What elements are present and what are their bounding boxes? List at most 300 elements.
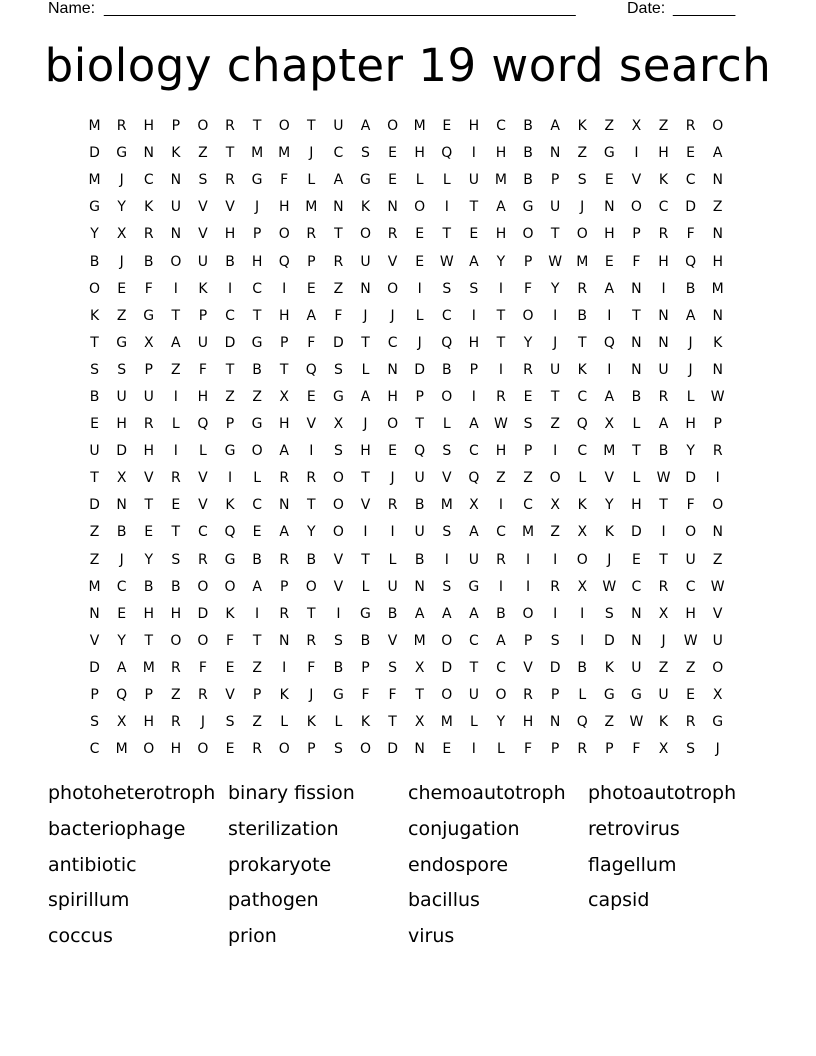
grid-letter[interactable]: H (631, 497, 642, 514)
grid-letter[interactable]: B (89, 388, 100, 405)
grid-letter[interactable]: S (604, 605, 614, 622)
grid-letter[interactable]: Z (225, 388, 235, 405)
grid-letter[interactable]: R (225, 118, 235, 135)
grid-letter[interactable]: K (225, 497, 235, 514)
grid-letter[interactable]: I (525, 578, 531, 595)
grid-letter[interactable]: D (603, 632, 615, 649)
grid-letter[interactable]: X (116, 714, 127, 731)
grid-letter[interactable]: J (688, 361, 693, 378)
grid-letter[interactable]: L (388, 551, 397, 568)
grid-letter[interactable]: I (227, 280, 233, 297)
grid-letter[interactable]: Q (414, 443, 426, 460)
grid-letter[interactable]: E (415, 226, 425, 243)
grid-letter[interactable]: C (577, 443, 588, 460)
grid-letter[interactable]: L (415, 172, 424, 189)
grid-letter[interactable]: D (441, 659, 453, 676)
grid-letter[interactable]: T (550, 226, 560, 243)
grid-letter[interactable]: E (306, 388, 316, 405)
grid-letter[interactable]: B (496, 605, 506, 622)
grid-letter[interactable]: F (686, 497, 695, 514)
grid-letter[interactable]: I (282, 280, 287, 297)
grid-letter[interactable]: X (658, 741, 669, 758)
grid-letter[interactable]: X (658, 605, 669, 622)
grid-letter[interactable]: G (143, 307, 155, 324)
grid-letter[interactable]: A (469, 416, 479, 433)
grid-letter[interactable]: X (469, 497, 479, 514)
grid-letter[interactable]: H (495, 145, 507, 162)
grid-letter[interactable]: A (252, 578, 262, 595)
grid-letter[interactable]: O (387, 280, 399, 297)
grid-letter[interactable]: A (550, 118, 560, 135)
grid-letter[interactable]: D (197, 605, 209, 622)
grid-letter[interactable]: V (198, 226, 208, 243)
grid-letter[interactable]: O (305, 578, 317, 595)
grid-letter[interactable]: G (603, 145, 615, 162)
grid-letter[interactable]: E (442, 118, 452, 135)
grid-letter[interactable]: S (333, 443, 343, 460)
grid-letter[interactable]: R (306, 226, 317, 243)
grid-letter[interactable]: J (255, 199, 260, 216)
grid-letter[interactable]: L (415, 307, 424, 324)
grid-letter[interactable]: B (685, 280, 696, 297)
grid-letter[interactable]: K (306, 714, 316, 731)
grid-letter[interactable]: H (170, 605, 182, 622)
grid-letter[interactable]: O (522, 605, 534, 622)
grid-letter[interactable]: P (144, 361, 153, 378)
grid-letter[interactable]: Y (686, 443, 695, 460)
grid-letter[interactable]: S (117, 361, 127, 378)
grid-letter[interactable]: I (363, 524, 368, 541)
grid-letter[interactable]: O (387, 118, 399, 135)
grid-letter[interactable]: J (200, 714, 205, 731)
grid-letter[interactable]: L (578, 470, 587, 487)
grid-letter[interactable]: A (360, 118, 371, 135)
grid-letter[interactable]: V (143, 470, 154, 487)
grid-letter[interactable]: K (713, 334, 723, 351)
grid-letter[interactable]: D (685, 199, 696, 216)
grid-letter[interactable]: R (143, 416, 154, 433)
grid-letter[interactable]: R (279, 605, 290, 622)
grid-letter[interactable]: S (686, 741, 696, 758)
grid-letter[interactable]: O (441, 388, 453, 405)
grid-letter[interactable]: I (498, 280, 504, 297)
grid-letter[interactable]: P (90, 687, 99, 704)
grid-letter[interactable]: O (630, 199, 642, 216)
grid-letter[interactable]: I (525, 551, 531, 568)
grid-letter[interactable]: W (710, 578, 725, 595)
grid-letter[interactable]: Y (523, 334, 533, 351)
grid-letter[interactable]: J (119, 253, 124, 270)
grid-letter[interactable]: L (253, 470, 262, 487)
grid-letter[interactable]: S (90, 714, 99, 731)
grid-letter[interactable]: L (497, 741, 505, 758)
grid-letter[interactable]: N (658, 334, 669, 351)
grid-letter[interactable]: D (89, 145, 100, 162)
grid-letter[interactable]: Z (523, 470, 533, 487)
grid-letter[interactable]: A (604, 388, 615, 405)
grid-letter[interactable]: B (143, 253, 154, 270)
grid-letter[interactable]: Z (604, 118, 615, 135)
grid-letter[interactable]: S (388, 659, 398, 676)
grid-letter[interactable]: K (198, 280, 208, 297)
grid-letter[interactable]: F (361, 687, 370, 704)
grid-letter[interactable]: O (197, 118, 209, 135)
grid-letter[interactable]: D (387, 741, 398, 758)
grid-letter[interactable]: Q (116, 687, 128, 704)
grid-letter[interactable]: O (251, 443, 263, 460)
grid-letter[interactable]: W (629, 714, 644, 731)
grid-letter[interactable]: M (494, 172, 507, 189)
grid-letter[interactable]: Z (577, 145, 588, 162)
grid-letter[interactable]: Q (197, 416, 209, 433)
grid-letter[interactable]: P (550, 741, 560, 758)
grid-letter[interactable]: W (602, 578, 617, 595)
grid-letter[interactable]: N (333, 199, 344, 216)
grid-letter[interactable]: T (279, 361, 289, 378)
grid-letter[interactable]: T (252, 632, 262, 649)
grid-letter[interactable]: N (278, 632, 290, 649)
grid-letter[interactable]: E (604, 253, 614, 270)
grid-letter[interactable]: A (469, 605, 479, 622)
grid-letter[interactable]: I (580, 605, 585, 622)
grid-letter[interactable]: U (658, 687, 669, 704)
grid-letter[interactable]: D (89, 659, 100, 676)
grid-letter[interactable]: Y (550, 280, 560, 297)
grid-letter[interactable]: D (685, 470, 696, 487)
grid-letter[interactable]: J (309, 145, 314, 162)
grid-letter[interactable]: H (143, 443, 154, 460)
grid-letter[interactable]: C (387, 334, 398, 351)
grid-letter[interactable]: T (388, 714, 397, 731)
grid-letter[interactable]: H (604, 226, 615, 243)
grid-letter[interactable]: I (634, 145, 639, 162)
grid-letter[interactable]: B (577, 659, 588, 676)
grid-letter[interactable]: W (656, 470, 671, 487)
grid-letter[interactable]: F (334, 307, 343, 324)
grid-letter[interactable]: I (715, 470, 720, 487)
grid-letter[interactable]: X (143, 334, 154, 351)
grid-letter[interactable]: R (387, 226, 398, 243)
grid-letter[interactable]: D (333, 334, 344, 351)
grid-letter[interactable]: X (279, 388, 289, 405)
grid-letter[interactable]: H (495, 443, 507, 460)
grid-letter[interactable]: E (415, 253, 425, 270)
grid-letter[interactable]: V (604, 470, 615, 487)
grid-letter[interactable]: L (632, 470, 641, 487)
grid-letter[interactable]: I (661, 280, 666, 297)
grid-letter[interactable]: R (685, 714, 696, 731)
grid-letter[interactable]: T (90, 470, 99, 487)
grid-letter[interactable]: V (387, 253, 398, 270)
grid-letter[interactable]: H (224, 226, 236, 243)
grid-letter[interactable]: M (711, 280, 724, 297)
grid-letter[interactable]: K (658, 714, 669, 731)
grid-letter[interactable]: U (89, 443, 100, 460)
grid-letter[interactable]: U (550, 361, 561, 378)
grid-letter[interactable]: Q (576, 416, 588, 433)
grid-letter[interactable]: V (387, 632, 398, 649)
grid-letter[interactable]: I (471, 741, 476, 758)
grid-letter[interactable]: O (549, 470, 561, 487)
grid-letter[interactable]: C (523, 497, 533, 514)
grid-letter[interactable]: L (199, 443, 207, 460)
grid-letter[interactable]: P (550, 172, 560, 189)
grid-letter[interactable]: B (333, 659, 344, 676)
grid-letter[interactable]: T (252, 307, 262, 324)
grid-letter[interactable]: O (712, 659, 724, 676)
grid-letter[interactable]: G (251, 416, 263, 433)
grid-letter[interactable]: J (580, 199, 585, 216)
grid-letter[interactable]: O (359, 741, 371, 758)
grid-letter[interactable]: F (198, 659, 207, 676)
grid-letter[interactable]: Z (604, 714, 615, 731)
grid-letter[interactable]: Z (712, 551, 723, 568)
grid-letter[interactable]: R (306, 632, 317, 649)
grid-letter[interactable]: M (251, 145, 264, 162)
grid-letter[interactable]: M (88, 118, 101, 135)
grid-letter[interactable]: I (173, 280, 178, 297)
grid-letter[interactable]: P (252, 687, 262, 704)
grid-letter[interactable]: O (278, 226, 290, 243)
grid-letter[interactable]: V (198, 497, 208, 514)
grid-letter[interactable]: P (361, 659, 370, 676)
grid-letter[interactable]: N (278, 497, 290, 514)
grid-letter[interactable]: A (469, 524, 479, 541)
grid-letter[interactable]: I (471, 388, 476, 405)
grid-letter[interactable]: A (658, 416, 669, 433)
grid-letter[interactable]: E (686, 145, 696, 162)
grid-letter[interactable]: V (306, 416, 317, 433)
grid-letter[interactable]: S (550, 632, 560, 649)
grid-letter[interactable]: F (632, 253, 641, 270)
grid-letter[interactable]: T (659, 551, 668, 568)
grid-letter[interactable]: E (388, 172, 397, 189)
grid-letter[interactable]: N (631, 605, 642, 622)
grid-letter[interactable]: T (550, 388, 560, 405)
grid-letter[interactable]: U (468, 687, 479, 704)
grid-letter[interactable]: I (661, 524, 666, 541)
grid-letter[interactable]: S (442, 443, 452, 460)
grid-letter[interactable]: P (279, 334, 289, 351)
grid-letter[interactable]: Z (550, 416, 560, 433)
grid-letter[interactable]: R (225, 172, 235, 189)
grid-letter[interactable]: H (387, 388, 398, 405)
grid-letter[interactable]: P (523, 443, 533, 460)
grid-letter[interactable]: H (360, 443, 371, 460)
grid-letter[interactable]: Z (658, 659, 669, 676)
grid-letter[interactable]: I (553, 605, 558, 622)
grid-letter[interactable]: K (225, 605, 235, 622)
grid-letter[interactable]: V (360, 497, 371, 514)
grid-letter[interactable]: G (360, 172, 371, 189)
grid-letter[interactable]: C (658, 199, 669, 216)
grid-letter[interactable]: X (116, 226, 127, 243)
grid-letter[interactable]: J (119, 172, 124, 189)
grid-letter[interactable]: A (333, 172, 344, 189)
grid-letter[interactable]: O (414, 199, 426, 216)
grid-letter[interactable]: P (307, 741, 316, 758)
grid-letter[interactable]: J (363, 416, 368, 433)
grid-letter[interactable]: T (307, 605, 316, 622)
grid-letter[interactable]: N (414, 741, 425, 758)
grid-letter[interactable]: M (576, 253, 589, 270)
grid-letter[interactable]: B (658, 443, 669, 460)
grid-letter[interactable]: N (89, 605, 100, 622)
grid-letter[interactable]: T (90, 334, 99, 351)
grid-letter[interactable]: M (413, 118, 426, 135)
grid-letter[interactable]: V (198, 470, 208, 487)
grid-letter[interactable]: H (658, 145, 669, 162)
grid-letter[interactable]: A (306, 307, 317, 324)
grid-letter[interactable]: Q (468, 470, 480, 487)
grid-letter[interactable]: K (360, 714, 371, 731)
grid-letter[interactable]: D (414, 361, 426, 378)
grid-letter[interactable]: G (468, 578, 480, 595)
grid-letter[interactable]: B (89, 253, 100, 270)
grid-letter[interactable]: E (388, 443, 397, 460)
grid-letter[interactable]: T (415, 687, 424, 704)
grid-letter[interactable]: K (577, 118, 587, 135)
grid-letter[interactable]: S (469, 280, 479, 297)
grid-letter[interactable]: R (252, 741, 262, 758)
grid-letter[interactable]: I (173, 443, 178, 460)
grid-letter[interactable]: T (469, 199, 479, 216)
grid-letter[interactable]: R (496, 551, 506, 568)
grid-letter[interactable]: P (279, 578, 289, 595)
grid-letter[interactable]: F (225, 632, 235, 649)
grid-letter[interactable]: T (361, 334, 370, 351)
grid-letter[interactable]: B (360, 632, 371, 649)
grid-letter[interactable]: E (442, 741, 452, 758)
grid-letter[interactable]: Q (441, 145, 453, 162)
grid-letter[interactable]: P (307, 253, 316, 270)
grid-letter[interactable]: H (251, 253, 263, 270)
grid-letter[interactable]: A (171, 334, 181, 351)
grid-letter[interactable]: R (523, 687, 533, 704)
grid-letter[interactable]: A (469, 253, 479, 270)
grid-letter[interactable]: X (604, 416, 615, 433)
grid-letter[interactable]: N (631, 280, 642, 297)
grid-letter[interactable]: I (444, 199, 449, 216)
grid-letter[interactable]: U (685, 551, 696, 568)
grid-letter[interactable]: R (170, 659, 181, 676)
grid-letter[interactable]: W (439, 253, 454, 270)
grid-letter[interactable]: P (144, 687, 153, 704)
grid-letter[interactable]: N (387, 199, 398, 216)
grid-letter[interactable]: K (604, 659, 614, 676)
grid-letter[interactable]: S (333, 632, 343, 649)
grid-letter[interactable]: S (333, 361, 343, 378)
grid-letter[interactable]: E (604, 172, 614, 189)
grid-letter[interactable]: T (469, 659, 479, 676)
grid-letter[interactable]: P (713, 416, 722, 433)
grid-letter[interactable]: P (469, 361, 479, 378)
grid-letter[interactable]: B (414, 497, 425, 514)
grid-letter[interactable]: K (360, 199, 371, 216)
grid-letter[interactable]: E (631, 551, 641, 568)
grid-letter[interactable]: I (498, 578, 504, 595)
grid-letter[interactable]: R (279, 470, 290, 487)
grid-letter[interactable]: G (224, 443, 236, 460)
grid-letter[interactable]: W (683, 632, 698, 649)
grid-letter[interactable]: O (522, 307, 534, 324)
grid-letter[interactable]: Y (496, 253, 506, 270)
grid-letter[interactable]: U (360, 253, 371, 270)
grid-letter[interactable]: A (496, 199, 506, 216)
grid-letter[interactable]: O (89, 280, 101, 297)
grid-letter[interactable]: S (577, 172, 587, 189)
grid-letter[interactable]: G (603, 687, 615, 704)
grid-letter[interactable]: A (441, 605, 452, 622)
grid-letter[interactable]: H (495, 226, 507, 243)
grid-letter[interactable]: E (306, 280, 316, 297)
grid-letter[interactable]: R (658, 578, 669, 595)
grid-letter[interactable]: R (279, 551, 290, 568)
grid-letter[interactable]: F (524, 741, 533, 758)
grid-letter[interactable]: P (198, 307, 208, 324)
grid-letter[interactable]: S (90, 361, 99, 378)
grid-letter[interactable]: O (387, 416, 399, 433)
grid-letter[interactable]: I (553, 551, 558, 568)
grid-letter[interactable]: H (197, 388, 209, 405)
grid-letter[interactable]: M (278, 145, 291, 162)
grid-letter[interactable]: I (580, 632, 585, 649)
grid-letter[interactable]: O (712, 497, 724, 514)
grid-letter[interactable]: B (387, 605, 398, 622)
grid-letter[interactable]: N (414, 578, 425, 595)
grid-letter[interactable]: L (469, 714, 478, 731)
grid-letter[interactable]: U (143, 388, 154, 405)
grid-letter[interactable]: A (685, 307, 696, 324)
grid-letter[interactable]: G (116, 334, 128, 351)
grid-letter[interactable]: M (115, 741, 128, 758)
grid-letter[interactable]: T (361, 470, 370, 487)
grid-letter[interactable]: B (577, 307, 588, 324)
grid-letter[interactable]: H (278, 307, 290, 324)
grid-letter[interactable]: Z (252, 659, 262, 676)
grid-letter[interactable]: O (197, 632, 209, 649)
grid-letter[interactable]: O (712, 118, 724, 135)
grid-letter[interactable]: Z (550, 524, 560, 541)
grid-letter[interactable]: E (171, 497, 181, 514)
grid-letter[interactable]: C (496, 118, 506, 135)
grid-letter[interactable]: C (252, 497, 262, 514)
grid-letter[interactable]: C (577, 388, 588, 405)
grid-letter[interactable]: B (523, 118, 533, 135)
grid-letter[interactable]: L (632, 416, 641, 433)
grid-letter[interactable]: N (170, 226, 182, 243)
grid-letter[interactable]: V (631, 172, 642, 189)
grid-letter[interactable]: A (116, 659, 127, 676)
grid-letter[interactable]: H (278, 199, 290, 216)
grid-letter[interactable]: Y (90, 226, 99, 243)
grid-letter[interactable]: G (89, 199, 100, 216)
grid-letter[interactable]: U (712, 632, 723, 649)
grid-letter[interactable]: U (468, 551, 479, 568)
grid-letter[interactable]: T (415, 416, 424, 433)
grid-letter[interactable]: N (143, 145, 154, 162)
grid-letter[interactable]: T (225, 361, 235, 378)
grid-letter[interactable]: G (522, 199, 534, 216)
grid-letter[interactable]: T (632, 443, 641, 460)
grid-letter[interactable]: E (225, 741, 235, 758)
grid-letter[interactable]: S (361, 145, 370, 162)
grid-letter[interactable]: L (442, 172, 451, 189)
grid-letter[interactable]: Z (116, 307, 127, 324)
grid-letter[interactable]: X (577, 524, 588, 541)
grid-letter[interactable]: C (333, 145, 344, 162)
grid-letter[interactable]: S (198, 172, 208, 189)
